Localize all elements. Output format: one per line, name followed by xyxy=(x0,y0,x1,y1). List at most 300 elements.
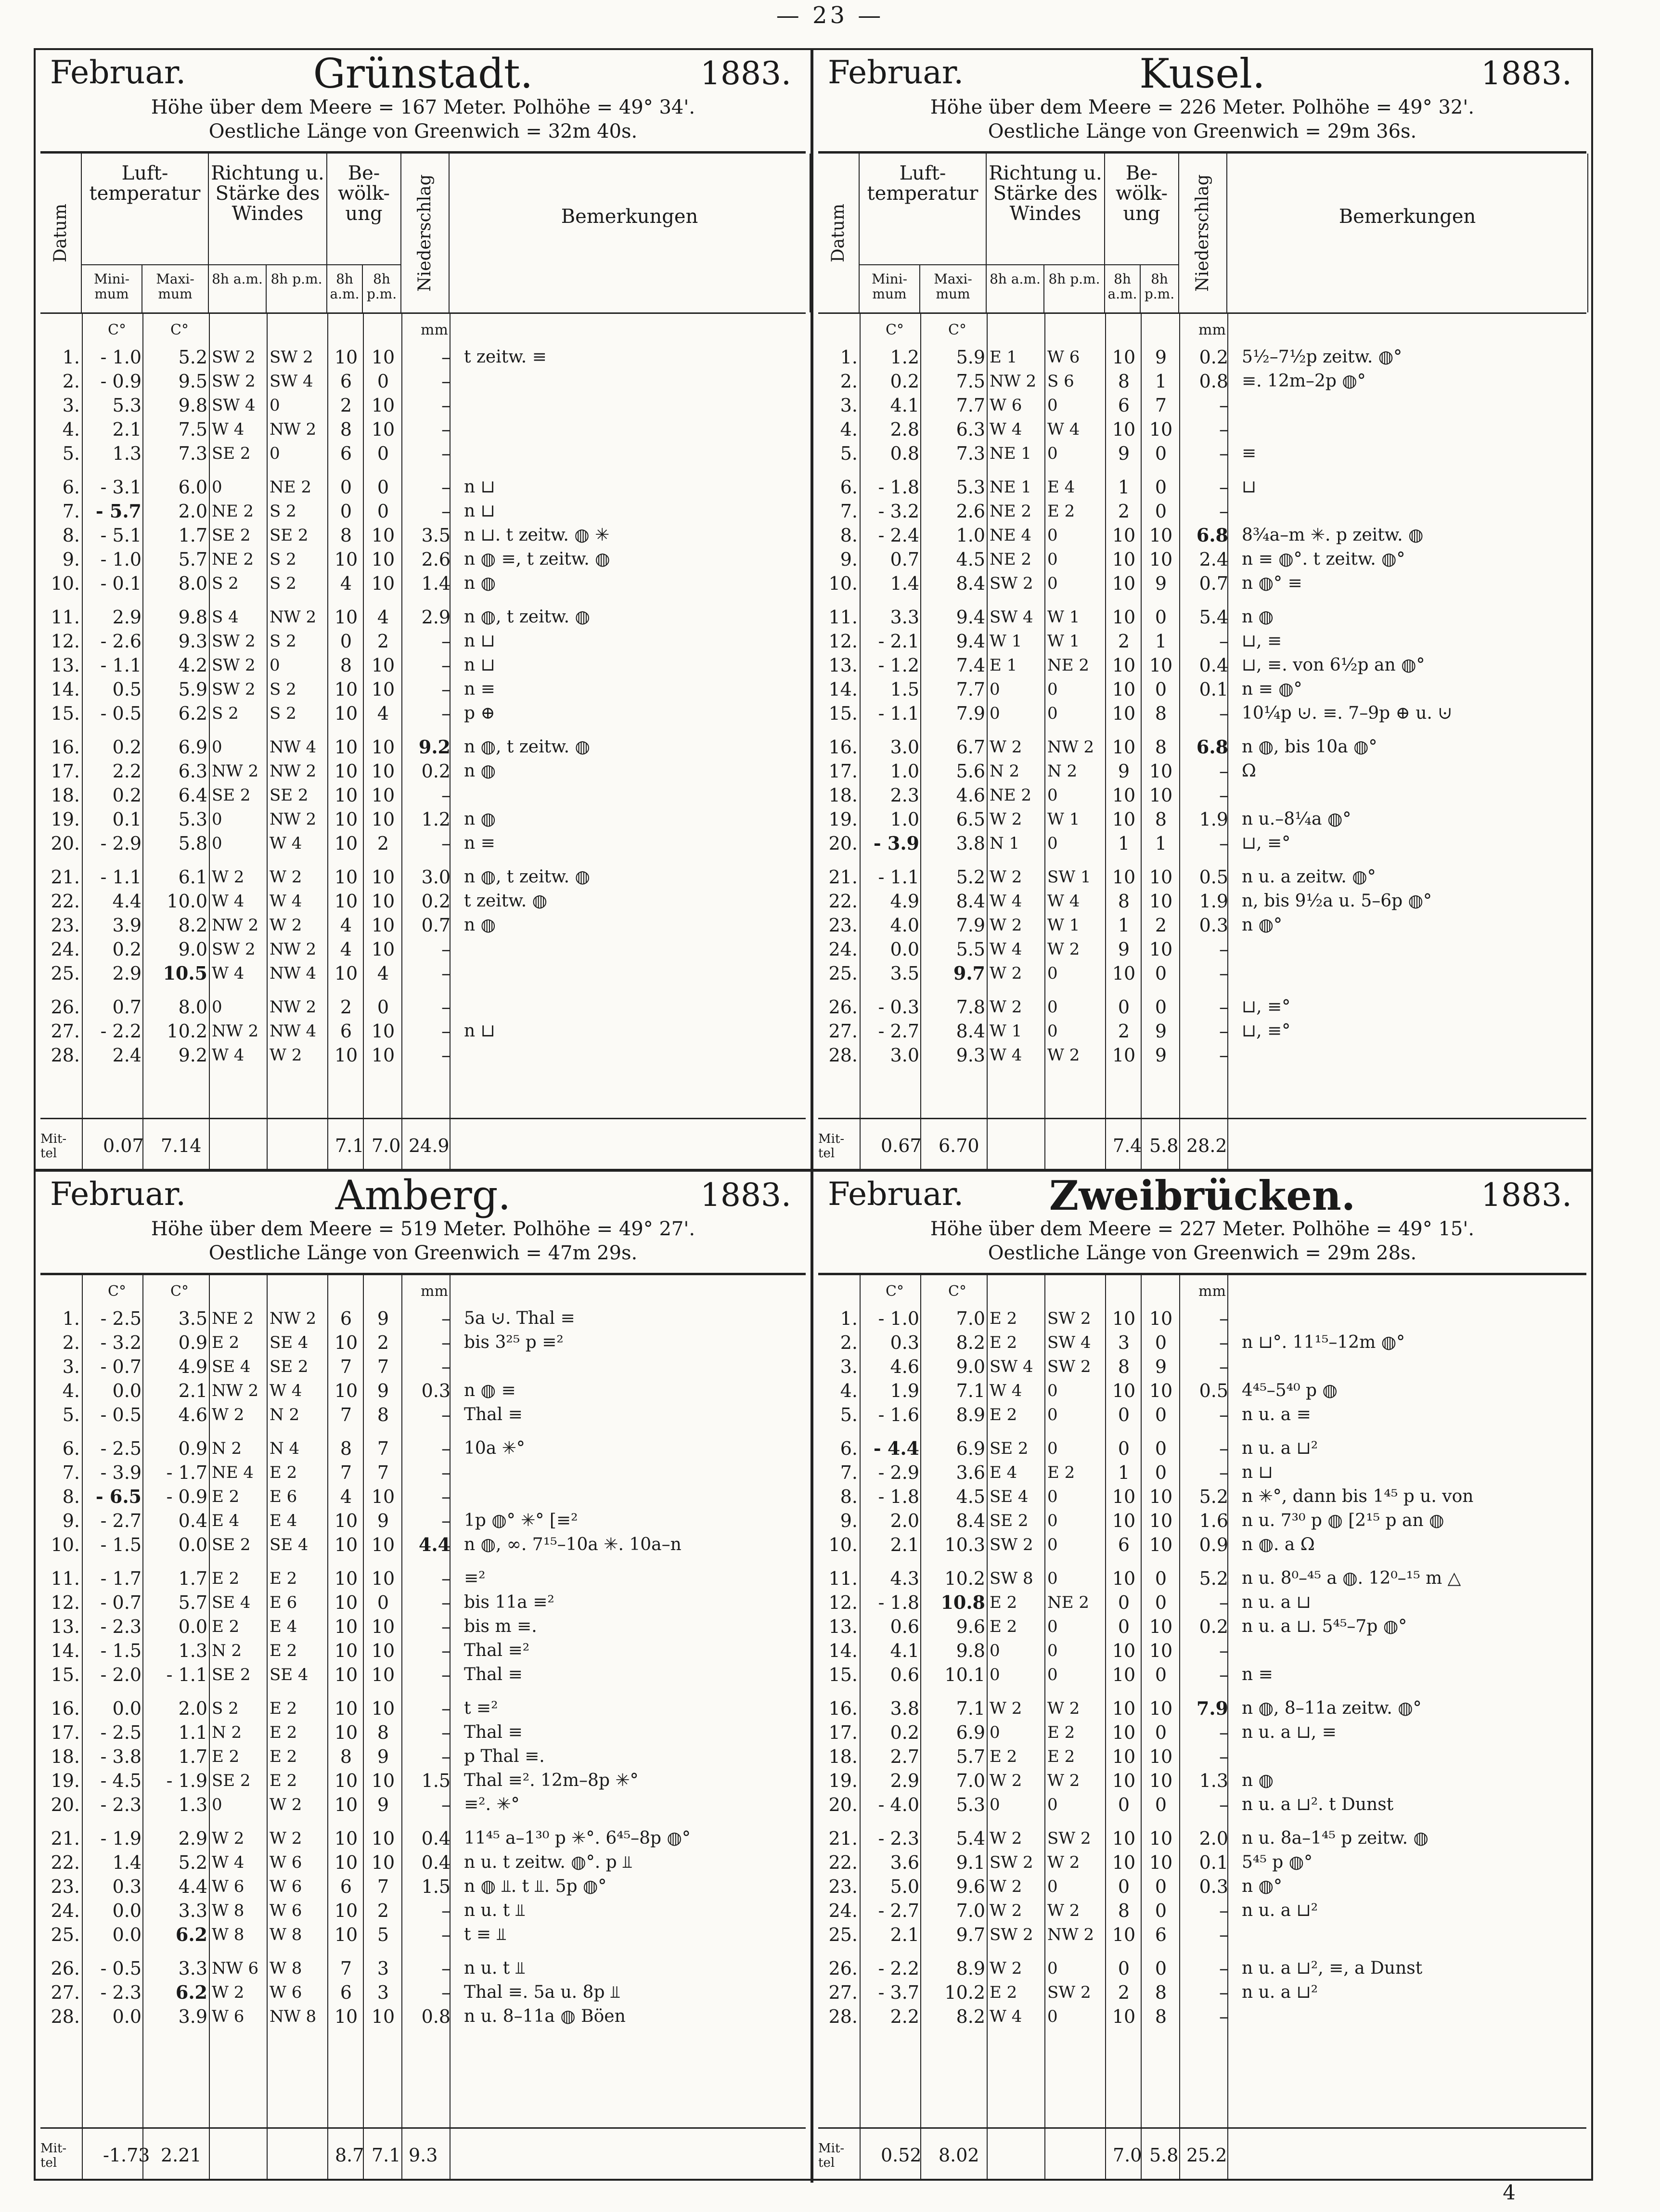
remark-cell: 10a ✳° xyxy=(464,1438,525,1458)
max-temp-cell: 8.0 xyxy=(178,573,207,594)
precip-cell: – xyxy=(441,419,450,440)
cloud-pm-cell: 9 xyxy=(1155,1045,1167,1066)
wind-pm-cell: E 4 xyxy=(270,1511,297,1530)
cloud-pm-cell: 1 xyxy=(1155,631,1167,652)
max-temp-cell: 5.3 xyxy=(956,1794,985,1815)
unit-precip: mm xyxy=(1198,322,1226,338)
cloud-pm-cell: 0 xyxy=(377,1592,389,1613)
precip-cell: 0.8 xyxy=(421,2006,450,2027)
day-cell: 9. xyxy=(62,549,80,570)
cloud-pm-cell: 10 xyxy=(371,1828,395,1849)
wind-am-cell: W 4 xyxy=(212,1853,244,1872)
station-panel-amberg xyxy=(36,1172,813,2183)
max-temp-cell: 5.7 xyxy=(178,549,207,570)
remarks-header-label: Bemerkungen xyxy=(1338,206,1476,228)
day-cell: 11. xyxy=(828,1568,858,1589)
precip-cell: – xyxy=(441,631,450,652)
precip-cell: 5.2 xyxy=(1199,1568,1228,1589)
precip-cell: – xyxy=(441,1486,450,1507)
wind-pm-cell: E 4 xyxy=(1047,478,1075,497)
remark-cell: n ⊔°. 11¹⁵–12m ◍° xyxy=(1242,1332,1405,1352)
remark-cell: Thal ≡. 5a u. 8p ⫫ xyxy=(464,1982,620,2002)
day-cell: 16. xyxy=(51,737,80,758)
table-row xyxy=(40,1331,806,1354)
min-temp-cell: - 1.0 xyxy=(100,347,142,368)
table-row xyxy=(40,1307,806,1330)
wind-pm-cell: W 2 xyxy=(270,1795,302,1814)
cloud-pm-cell: 0 xyxy=(1155,607,1167,628)
page-footer: 4 xyxy=(1503,2181,1516,2204)
cloud-pm-cell: 10 xyxy=(371,1770,395,1791)
min-temp-cell: - 2.3 xyxy=(878,1828,919,1849)
cloud-am-cell: 6 xyxy=(1118,395,1130,416)
min-temp-cell: - 1.1 xyxy=(100,867,142,888)
min-temp-cell: 0.2 xyxy=(112,737,142,758)
cloud-am-cell: 10 xyxy=(1112,1746,1136,1767)
wind-am-cell: W 6 xyxy=(212,2007,244,2026)
table-row xyxy=(818,832,1586,855)
precip-cell: 7.9 xyxy=(1196,1697,1228,1719)
altitude-latitude-line: Höhe über dem Meere = 167 Meter. Polhöhe = 49° 34'. xyxy=(151,96,695,118)
wind-pm-cell: NW 4 xyxy=(270,1022,317,1041)
precip-cell: 0.3 xyxy=(1199,1876,1228,1897)
cloud-pm-cell: 10 xyxy=(371,347,395,368)
table-row xyxy=(818,1639,1586,1662)
cloud-am-cell: 10 xyxy=(1112,1510,1136,1531)
wind-pm-cell: 0 xyxy=(1047,1617,1058,1636)
max-temp-cell: 1.7 xyxy=(178,1568,207,1589)
precip-cell: 0.5 xyxy=(1199,1380,1228,1401)
wind-am-cell: W 2 xyxy=(212,867,244,887)
max-temp-cell: 2.6 xyxy=(956,501,985,522)
min-temp-cell: - 2.6 xyxy=(100,631,142,652)
wind-am-cell: SW 2 xyxy=(212,348,256,367)
remark-cell: 4⁴⁵–5⁴⁰ p ◍ xyxy=(1242,1381,1338,1400)
min-temp-cell: 0.6 xyxy=(890,1616,919,1637)
cloud-am-cell: 8 xyxy=(1118,1356,1130,1377)
min-temp-cell: 0.3 xyxy=(112,1876,142,1897)
remark-cell: ≡. 12m–2p ◍° xyxy=(1242,371,1366,391)
cloud-pm-cell: 0 xyxy=(377,477,389,498)
precip-cell: 1.6 xyxy=(1199,1510,1228,1531)
max-temp-cell: 4.2 xyxy=(178,655,207,676)
max-temp-cell: 6.9 xyxy=(956,1722,985,1743)
precip-cell: – xyxy=(1219,395,1228,416)
cloud-am-cell: 0 xyxy=(1118,996,1130,1018)
wind-pm-cell: NW 4 xyxy=(270,737,317,757)
max-temp-cell: 9.7 xyxy=(956,1924,985,1945)
unit-max: C° xyxy=(948,322,966,338)
max-temp-cell: 5.7 xyxy=(178,1592,207,1613)
precip-cell: – xyxy=(1219,703,1228,724)
max-temp-cell: 8.2 xyxy=(956,2006,985,2027)
day-cell: 1. xyxy=(62,1308,80,1329)
cloud-am-cell: 7 xyxy=(340,1356,352,1377)
remark-cell: 11⁴⁵ a–1³⁰ p ✳°. 6⁴⁵–8p ◍° xyxy=(464,1828,691,1848)
cloud-pm-cell: 10 xyxy=(371,1852,395,1873)
mean-label: Mit-tel xyxy=(818,2141,845,2170)
altitude-latitude-line: Höhe über dem Meere = 226 Meter. Polhöhe = 49° 32'. xyxy=(930,96,1475,118)
precip-cell: 0.2 xyxy=(421,761,450,782)
remark-cell: n ≡ xyxy=(464,679,495,699)
precip-cell: – xyxy=(1219,1640,1228,1661)
cloud-pm-cell: 10 xyxy=(371,1045,395,1066)
precip-cell: 0.7 xyxy=(1199,573,1228,594)
altitude-latitude-line: Höhe über dem Meere = 227 Meter. Polhöhe = 49° 15'. xyxy=(930,1218,1475,1240)
cloud-pm-cell: 0 xyxy=(1155,1794,1167,1815)
wind-header-label: Richtung u. Stärke des Windes xyxy=(989,162,1102,225)
wind-am-cell: W 2 xyxy=(990,1901,1022,1920)
cloud-am-cell: 10 xyxy=(334,963,358,984)
precip-cell: – xyxy=(441,963,450,984)
wind-am-cell: 0 xyxy=(990,1641,1000,1660)
precip-cell: 5.2 xyxy=(1199,1486,1228,1507)
remark-cell: n u. 8⁰–⁴⁵ a ◍. 12⁰–¹⁵ m △ xyxy=(1242,1568,1461,1588)
precip-cell: – xyxy=(1219,419,1228,440)
remark-cell: ⊔, ≡° xyxy=(1242,997,1291,1017)
unit-max: C° xyxy=(170,322,189,338)
max-temp-cell: 0.0 xyxy=(178,1534,207,1555)
min-temp-cell: 0.0 xyxy=(112,1380,142,1401)
table-row xyxy=(40,476,806,499)
wind-am-cell: NW 2 xyxy=(212,762,259,781)
precip-cell: – xyxy=(1219,996,1228,1018)
day-cell: 19. xyxy=(51,809,80,830)
remark-cell: p ⊕ xyxy=(464,703,495,723)
max-temp-cell: - 1.1 xyxy=(166,1664,207,1685)
day-cell: 6. xyxy=(62,477,80,498)
wind-pm-cell: S 2 xyxy=(270,574,296,593)
wind-am-cell: W 4 xyxy=(990,2007,1022,2026)
min-temp-cell: - 2.4 xyxy=(878,525,919,546)
min-temp-cell: - 2.0 xyxy=(100,1664,142,1685)
table-row xyxy=(818,548,1586,571)
wind-pm-cell: 0 xyxy=(1047,997,1058,1017)
mean-cloud-pm: 7.0 xyxy=(372,1135,401,1156)
min-temp-cell: 2.7 xyxy=(890,1746,919,1767)
precip-cell: – xyxy=(1219,1356,1228,1377)
station-panel-kusel xyxy=(813,50,1591,1172)
cloud-pm-cell: 9 xyxy=(377,1380,389,1401)
precip-cell: 0.2 xyxy=(1199,347,1228,368)
remark-cell: n u. a ⊔², ≡, a Dunst xyxy=(1242,1958,1423,1978)
cloud-am-cell: 10 xyxy=(1112,785,1136,806)
station-grid xyxy=(34,48,1593,2181)
table-row xyxy=(40,548,806,571)
wind-pm-cell: E 2 xyxy=(270,1771,297,1790)
precip-cell: – xyxy=(1219,631,1228,652)
table-row xyxy=(40,1403,806,1426)
min-temp-cell: - 2.2 xyxy=(100,1021,142,1042)
cloud-pm-cell: 10 xyxy=(371,1534,395,1555)
cloud-am-cell: 10 xyxy=(334,891,358,912)
table-row xyxy=(818,1923,1586,1946)
data-table xyxy=(818,1275,1586,2180)
precip-cell: – xyxy=(1219,1462,1228,1483)
cloud-am-cell: 2 xyxy=(1118,1982,1130,2003)
precip-cell: – xyxy=(1219,1045,1228,1066)
wind-pm-cell: NE 2 xyxy=(1047,1593,1090,1612)
remark-cell: n ≡ xyxy=(464,833,495,853)
day-cell: 12. xyxy=(51,631,80,652)
wind-am-cell: 0 xyxy=(990,1665,1000,1684)
day-cell: 25. xyxy=(51,963,80,984)
cloud-pm-cell: 0 xyxy=(377,443,389,464)
cloud-pm-cell: 2 xyxy=(377,1900,389,1921)
min-temp-cell: - 2.5 xyxy=(100,1722,142,1743)
remark-cell: p Thal ≡. xyxy=(464,1746,545,1766)
remark-cell: n u. t ⫫ xyxy=(464,1901,525,1920)
wind-pm-cell: E 2 xyxy=(270,1641,297,1660)
cloud-am-cell: 10 xyxy=(334,1924,358,1945)
min-temp-cell: 4.0 xyxy=(890,915,919,936)
table-row xyxy=(818,866,1586,889)
precip-header-label: Niederschlag xyxy=(1193,174,1213,292)
day-cell: 26. xyxy=(828,996,858,1018)
table-row xyxy=(818,1721,1586,1744)
precip-cell: – xyxy=(441,1698,450,1719)
day-cell: 14. xyxy=(51,1640,80,1661)
max-temp-cell: 2.1 xyxy=(178,1380,207,1401)
wind-pm-cell: 0 xyxy=(1047,396,1058,415)
wind-pm-cell: NW 2 xyxy=(270,997,317,1017)
max-temp-cell: 9.0 xyxy=(956,1356,985,1377)
remark-cell: n u. a ⊔ xyxy=(1242,1592,1311,1612)
table-row xyxy=(818,1793,1586,1816)
wind-am-cell: NW 2 xyxy=(212,1022,259,1041)
datum-header xyxy=(818,154,860,312)
table-row xyxy=(40,808,806,831)
max-temp-cell: 9.5 xyxy=(178,371,207,392)
cloud-pm-cell: 4 xyxy=(377,963,389,984)
min-temp-cell: 2.1 xyxy=(890,1924,919,1945)
day-cell: 18. xyxy=(828,785,858,806)
precip-cell: – xyxy=(441,347,450,368)
remark-cell: n ◍, t zeitw. ◍ xyxy=(464,867,590,887)
precip-cell: – xyxy=(441,655,450,676)
table-row xyxy=(40,1827,806,1850)
cloud-pm-cell: 10 xyxy=(371,891,395,912)
wind-am-cell: S 2 xyxy=(212,704,239,723)
max-temp-cell: 6.2 xyxy=(175,1924,207,1945)
max-temp-cell: 8.4 xyxy=(956,1021,985,1042)
cloud-pm-subheader: 8h p.m. xyxy=(363,264,401,312)
column-headers xyxy=(818,154,1586,314)
max-temp-cell: 1.7 xyxy=(178,1746,207,1767)
min-temp-cell: - 2.5 xyxy=(100,1308,142,1329)
cloud-pm-cell: 10 xyxy=(371,915,395,936)
wind-pm-cell: NW 2 xyxy=(270,940,317,959)
precip-cell: – xyxy=(441,1568,450,1589)
min-temp-cell: 4.9 xyxy=(890,891,919,912)
max-temp-cell: 7.1 xyxy=(956,1380,985,1401)
min-temp-cell: 4.1 xyxy=(890,1640,919,1661)
remark-cell: ⊔ xyxy=(1242,477,1257,497)
wind-am-cell: SE 4 xyxy=(212,1593,251,1612)
wind-am-cell: W 4 xyxy=(990,1046,1022,1065)
wind-am-cell: E 2 xyxy=(990,1983,1017,2002)
table-row xyxy=(818,524,1586,547)
cloud-pm-cell: 4 xyxy=(377,703,389,724)
min-temp-cell: - 1.8 xyxy=(878,1592,919,1613)
precip-cell: 4.4 xyxy=(418,1534,450,1555)
cloud-am-cell: 7 xyxy=(340,1462,352,1483)
cloud-pm-cell: 10 xyxy=(1149,1308,1173,1329)
datum-header-label: Datum xyxy=(828,203,849,263)
wind-am-cell: SW 2 xyxy=(212,632,256,651)
cloud-am-cell: 10 xyxy=(1112,1308,1136,1329)
wind-pm-subheader: 8h p.m. xyxy=(1044,264,1105,312)
cloud-am-cell: 10 xyxy=(1112,2006,1136,2027)
wind-pm-cell: S 2 xyxy=(270,680,296,699)
wind-pm-cell: NW 2 xyxy=(270,810,317,829)
day-cell: 7. xyxy=(840,501,858,522)
max-temp-cell: 1.1 xyxy=(178,1722,207,1743)
cloud-pm-cell: 10 xyxy=(371,761,395,782)
wind-pm-cell: W 4 xyxy=(270,892,302,911)
min-temp-cell: - 2.1 xyxy=(878,631,919,652)
wind-am-cell: NE 4 xyxy=(990,526,1032,545)
table-row xyxy=(818,760,1586,783)
wind-pm-cell: W 1 xyxy=(1047,608,1080,627)
air-temp-header-label: Luft-temperatur xyxy=(89,162,201,205)
cloud-pm-cell: 10 xyxy=(371,1698,395,1719)
max-temp-cell: 7.3 xyxy=(956,443,985,464)
cloud-am-cell: 10 xyxy=(1112,1698,1136,1719)
cloud-am-cell: 8 xyxy=(340,655,352,676)
cloud-am-cell: 10 xyxy=(1112,573,1136,594)
day-cell: 18. xyxy=(828,1746,858,1767)
max-temp-cell: 10.2 xyxy=(167,1021,207,1042)
cloud-am-cell: 10 xyxy=(334,1794,358,1815)
remark-cell: 8¾a–m ✳. p zeitw. ◍ xyxy=(1242,525,1424,545)
cloud-am-cell: 2 xyxy=(340,996,352,1018)
cloud-pm-cell: 10 xyxy=(1149,1828,1173,1849)
precip-cell: – xyxy=(1219,1021,1228,1042)
wind-am-cell: E 2 xyxy=(212,1747,240,1766)
wind-am-cell: SW 2 xyxy=(212,656,256,675)
wind-pm-cell: W 1 xyxy=(1047,810,1080,829)
cloud-am-cell: 10 xyxy=(334,1380,358,1401)
table-row xyxy=(818,1533,1586,1556)
day-cell: 19. xyxy=(828,1770,858,1791)
min-subheader: Mini-mum xyxy=(860,264,920,312)
day-cell: 13. xyxy=(828,655,858,676)
remark-cell: t zeitw. ≡ xyxy=(464,347,547,367)
min-temp-cell: 3.5 xyxy=(890,963,919,984)
max-temp-cell: - 1.9 xyxy=(166,1770,207,1791)
precip-cell: – xyxy=(441,443,450,464)
max-temp-cell: 9.4 xyxy=(956,631,985,652)
day-cell: 14. xyxy=(828,1640,858,1661)
day-cell: 8. xyxy=(62,1486,80,1507)
wind-am-cell: SE 4 xyxy=(990,1487,1029,1506)
wind-am-cell: SW 2 xyxy=(990,1535,1033,1554)
table-row xyxy=(818,1044,1586,1067)
max-temp-cell: 6.0 xyxy=(178,477,207,498)
wind-am-cell: W 8 xyxy=(212,1925,244,1944)
wind-pm-cell: 0 xyxy=(1047,1877,1058,1896)
min-temp-cell: 4.3 xyxy=(890,1568,919,1589)
wind-pm-cell: E 2 xyxy=(270,1569,297,1588)
min-temp-cell: - 2.2 xyxy=(878,1958,919,1979)
table-row xyxy=(818,784,1586,807)
cloud-pm-cell: 9 xyxy=(1155,573,1167,594)
unit-max: C° xyxy=(948,1283,966,1300)
max-temp-cell: 1.7 xyxy=(178,525,207,546)
remarks-header xyxy=(450,154,811,312)
remark-cell: ⊔, ≡. von 6½p an ◍° xyxy=(1242,655,1425,675)
table-row xyxy=(40,1461,806,1484)
precip-cell: 1.4 xyxy=(421,573,450,594)
month-label: Februar. xyxy=(50,1176,186,1213)
page-number: — 23 — xyxy=(776,2,884,29)
remark-cell: n ⊔ xyxy=(464,477,495,497)
table-row xyxy=(818,962,1586,985)
wind-pm-cell: 0 xyxy=(1047,1022,1058,1041)
precip-cell: – xyxy=(1219,477,1228,498)
precip-cell: – xyxy=(441,939,450,960)
wind-am-cell: W 2 xyxy=(990,1959,1022,1978)
remark-cell: n u. t zeitw. ◍°. p ⫫ xyxy=(464,1852,632,1872)
table-row xyxy=(818,1957,1586,1980)
cloud-am-cell: 8 xyxy=(1118,891,1130,912)
day-cell: 13. xyxy=(828,1616,858,1637)
day-cell: 20. xyxy=(51,833,80,854)
max-temp-cell: 0.0 xyxy=(178,1616,207,1637)
day-cell: 21. xyxy=(828,1828,858,1849)
table-row xyxy=(40,630,806,653)
remark-cell: n ◍, t zeitw. ◍ xyxy=(464,607,590,627)
station-name: Zweibrücken. xyxy=(1049,1172,1356,1219)
min-temp-cell: 2.4 xyxy=(112,1045,142,1066)
cloud-pm-cell: 10 xyxy=(1149,525,1173,546)
day-cell: 25. xyxy=(51,1924,80,1945)
cloud-am-cell: 10 xyxy=(1112,809,1136,830)
max-temp-cell: 9.3 xyxy=(178,631,207,652)
remark-cell: n ≡ xyxy=(1242,1665,1273,1684)
remark-cell: n ⊔ xyxy=(464,631,495,651)
mean-row xyxy=(40,2127,806,2182)
table-row xyxy=(818,1437,1586,1460)
table-row xyxy=(40,702,806,725)
cloud-am-cell: 1 xyxy=(1118,915,1130,936)
longitude-line: Oestliche Länge von Greenwich = 29m 28s. xyxy=(988,1242,1417,1264)
cloud-am-cell: 6 xyxy=(1118,1534,1130,1555)
max-temp-cell: 6.9 xyxy=(956,1438,985,1459)
max-temp-cell: 5.9 xyxy=(178,679,207,700)
precip-cell: – xyxy=(441,1794,450,1815)
wind-pm-cell: 0 xyxy=(270,444,280,463)
max-subheader: Maxi-mum xyxy=(920,264,987,312)
precip-cell: 0.7 xyxy=(421,915,450,936)
wind-am-cell: NE 2 xyxy=(990,550,1032,569)
wind-pm-cell: E 2 xyxy=(1047,1747,1075,1766)
wind-pm-cell: SE 2 xyxy=(270,786,309,805)
cloud-am-cell: 10 xyxy=(1112,737,1136,758)
cloud-am-cell: 10 xyxy=(1112,1486,1136,1507)
precip-cell: 2.6 xyxy=(421,549,450,570)
precip-cell: 1.5 xyxy=(421,1770,450,1791)
wind-am-cell: SE 2 xyxy=(990,1439,1029,1458)
wind-am-cell: 0 xyxy=(990,680,1000,699)
wind-pm-cell: 0 xyxy=(1047,1439,1058,1458)
mean-row xyxy=(40,1118,806,1172)
wind-pm-cell: S 2 xyxy=(270,502,296,521)
table-row xyxy=(818,476,1586,499)
remark-cell: n ◍° xyxy=(1242,915,1283,935)
min-temp-cell: - 3.2 xyxy=(100,1332,142,1353)
